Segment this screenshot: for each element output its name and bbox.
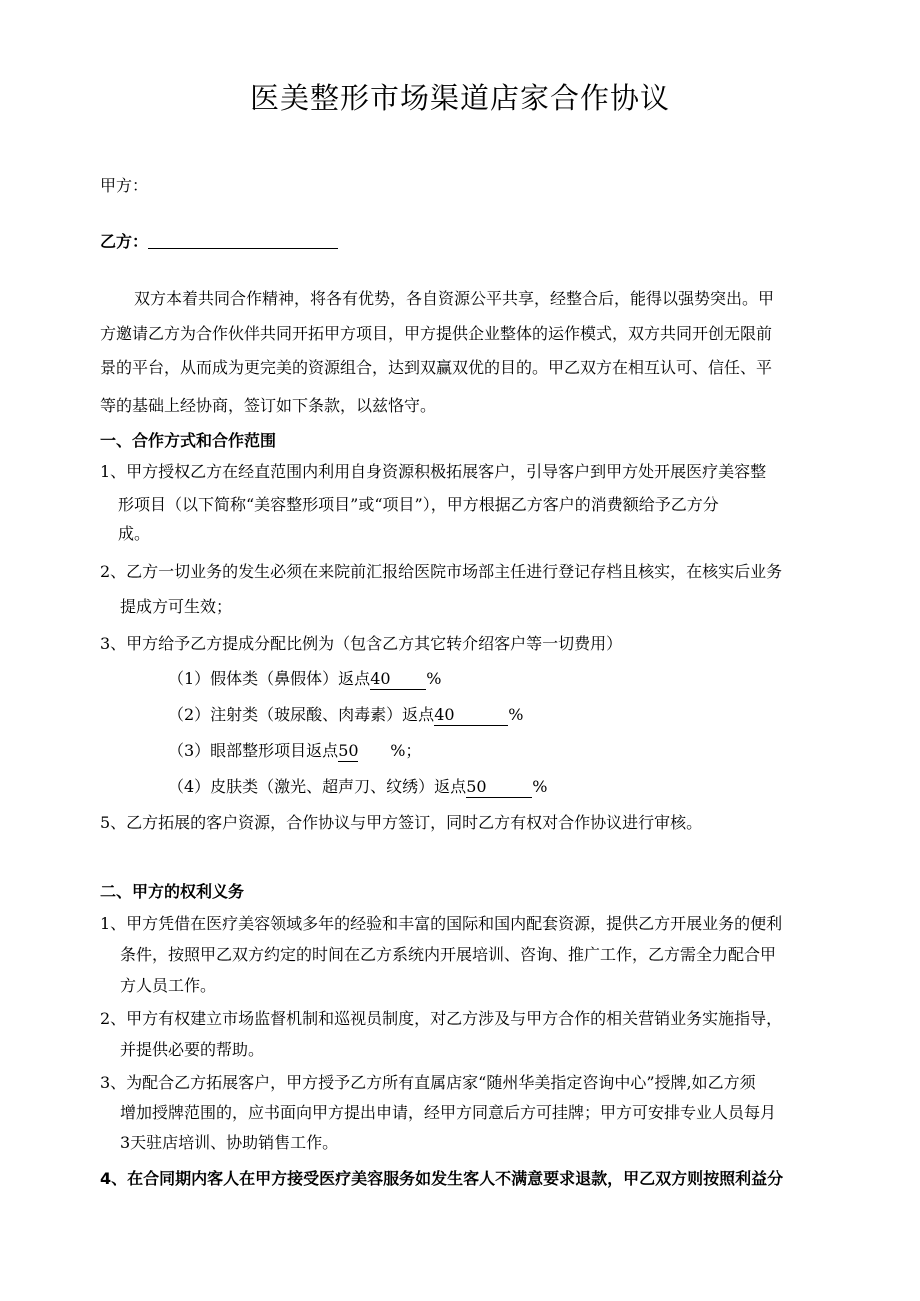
- rate-value[interactable]: 40: [434, 705, 508, 726]
- s1-item1-line: 成。: [118, 524, 151, 543]
- rate-label: （1）假体类（鼻假体）返点: [168, 669, 371, 688]
- rate-row-1: [168, 669, 441, 690]
- rate-value[interactable]: 50: [338, 741, 359, 760]
- s1-item3: 3、甲方给予乙方提成分配比例为（包含乙方其它转介绍客户等一切费用）: [100, 634, 623, 653]
- intro-line: 双方本着共同合作精神，将各有优势，各自资源公平共享，经整合后，能得以强势突出。甲: [134, 289, 775, 308]
- s2-item1-line: 方人员工作。: [120, 976, 217, 995]
- s2-item3-line: 3天驻店培训、协助销售工作。: [120, 1133, 339, 1152]
- s2-item3-line: 增加授牌范围的，应书面向甲方提出申请，经甲方同意后方可挂牌；甲方可安排专业人员每月: [120, 1103, 777, 1122]
- party-b-blank[interactable]: [148, 232, 338, 249]
- rate-suffix: %；: [390, 741, 422, 760]
- party-a-label: 甲方：: [100, 176, 149, 195]
- s1-item2-line: 提成方可生效；: [120, 597, 233, 616]
- party-b-line: [100, 232, 338, 252]
- s1-item2-line: 2、乙方一切业务的发生必须在来院前汇报给医院市场部主任进行登记存档且核实，在核实后业务: [100, 562, 783, 581]
- s2-item3-line: 3、为配合乙方拓展客户，甲方授予乙方所有直属店家“随州华美指定咨询中心”授牌,如乙方须: [100, 1073, 756, 1092]
- intro-line: 方邀请乙方为合作伙伴共同开拓甲方项目，甲方提供企业整体的运作模式，双方共同开创无限前: [100, 324, 773, 343]
- rate-value[interactable]: 40: [370, 669, 426, 690]
- party-b-label: 乙方：: [100, 232, 149, 251]
- rate-label: （2）注射类（玻尿酸、肉毒素）返点: [168, 705, 435, 724]
- intro-line: 等的基础上经协商，签订如下条款，以兹恪守。: [100, 396, 437, 415]
- rate-suffix: %: [532, 777, 548, 796]
- document-title: 医美整形市场渠道店家合作协议: [249, 81, 670, 115]
- s2-item1-line: 条件，按照甲乙双方约定的时间在乙方系统内开展培训、咨询、推广工作，乙方需全力配合甲: [120, 945, 777, 964]
- rate-row-3: [168, 741, 421, 762]
- s1-item5: 5、乙方拓展的客户资源，合作协议与甲方签订，同时乙方有权对合作协议进行审核。: [100, 813, 703, 832]
- rate-row-2: [168, 705, 523, 726]
- rate-row-4: [168, 777, 547, 798]
- intro-line: 景的平台，从而成为更完美的资源组合，达到双赢双优的目的。甲乙双方在相互认可、信任、平: [100, 358, 773, 377]
- rate-suffix: %: [426, 669, 442, 688]
- s1-item1-line: 1、甲方授权乙方在经直范围内利用自身资源积极拓展客户，引导客户到甲方处开展医疗美容整: [100, 462, 767, 481]
- s2-item2-line: 2、甲方有权建立市场监督机制和巡视员制度，对乙方涉及与甲方合作的相关营销业务实施指导，: [100, 1009, 783, 1028]
- s2-item1-line: 1、甲方凭借在医疗美容领域多年的经验和丰富的国际和国内配套资源，提供乙方开展业务的便利: [100, 914, 783, 933]
- s2-item2-line: 并提供必要的帮助。: [120, 1040, 265, 1059]
- rate-label: （3）眼部整形项目返点: [168, 741, 339, 760]
- rate-label: （4）皮肤类（激光、超声刀、纹绣）返点: [168, 777, 467, 796]
- section2-heading: 二、甲方的权利义务: [100, 882, 245, 901]
- section1-heading: 一、合作方式和合作范围: [100, 431, 277, 450]
- s2-item4: 4、在合同期内客人在甲方接受医疗美容服务如发生客人不满意要求退款，甲乙双方则按照利益分: [100, 1169, 784, 1188]
- rate-suffix: %: [508, 705, 524, 724]
- rate-value[interactable]: 50: [466, 777, 532, 798]
- s1-item1-line: 形项目（以下简称“美容整形项目”或“项目”），甲方根据乙方客户的消费额给予乙方分: [118, 495, 719, 514]
